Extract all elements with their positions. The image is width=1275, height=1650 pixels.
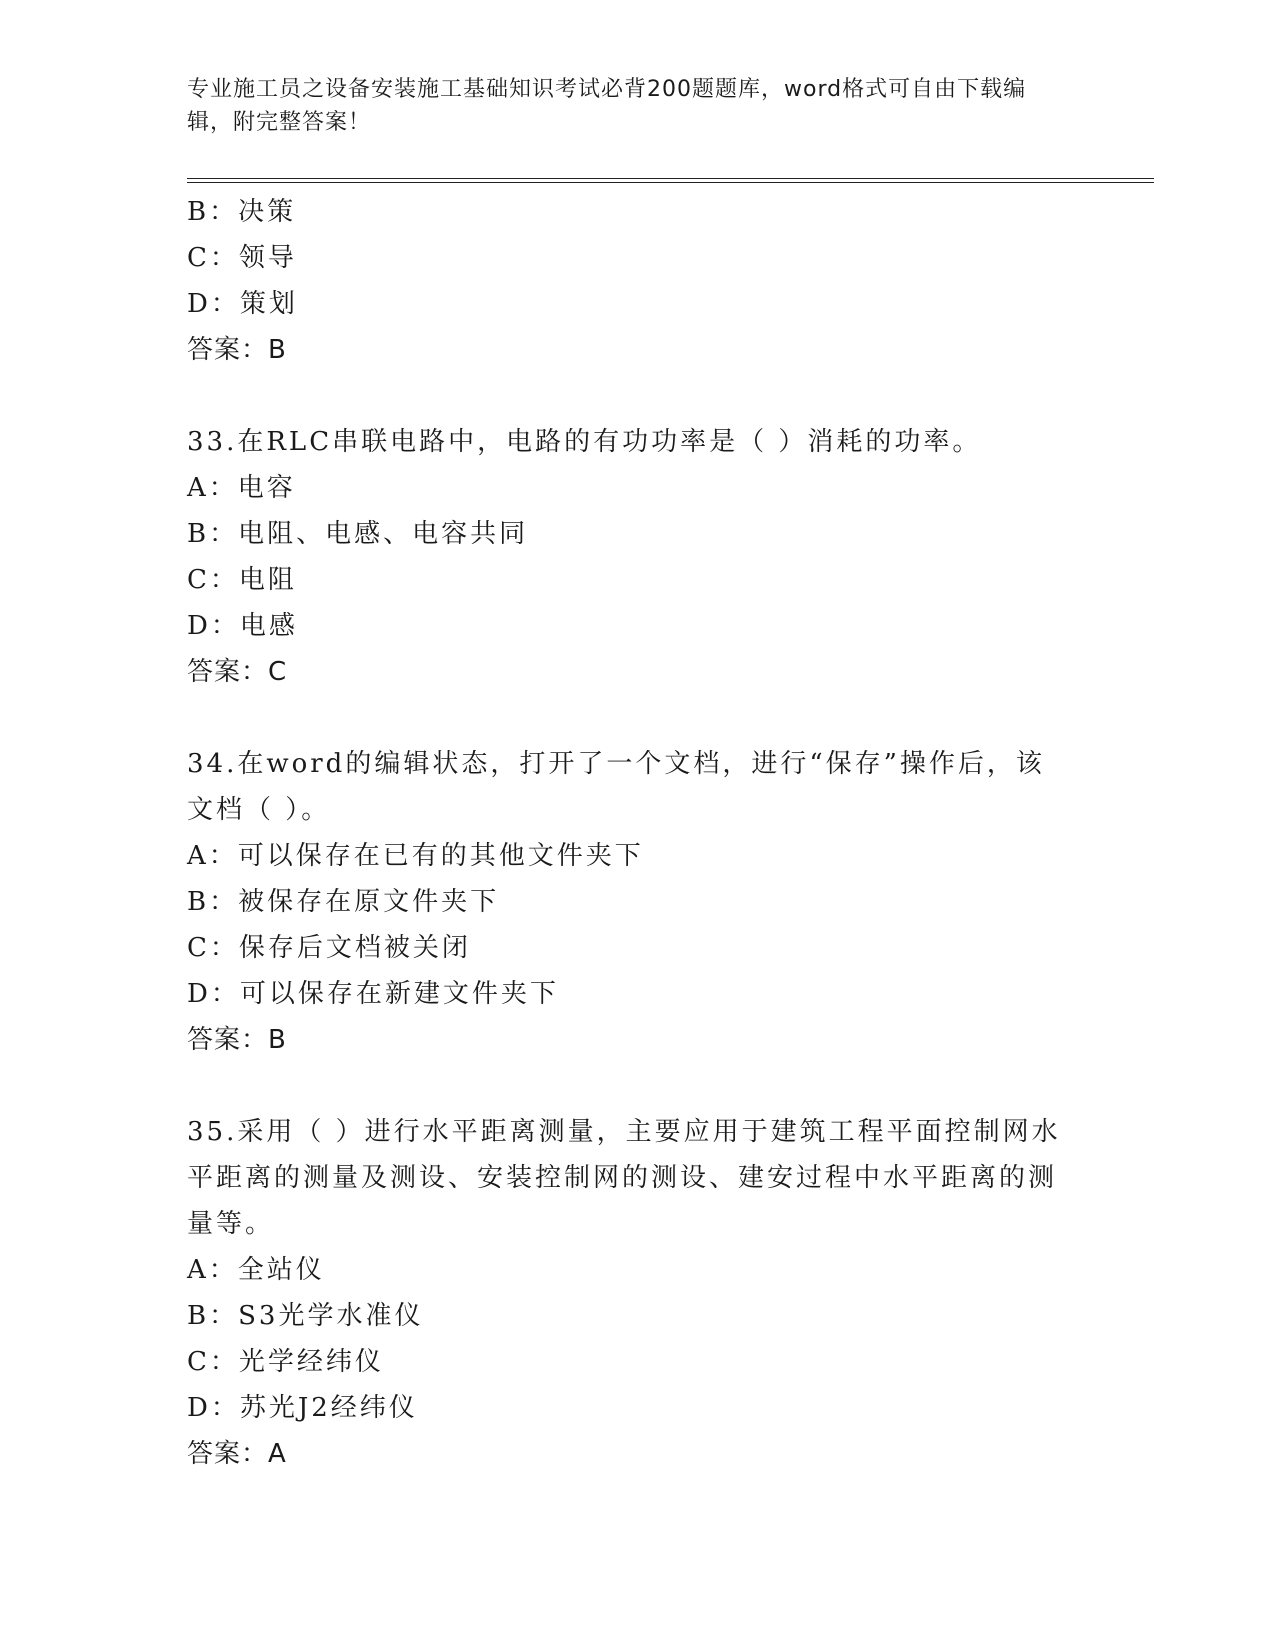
- option-b: B：被保存在原文件夹下: [187, 887, 500, 917]
- question-text: 34.在word的编辑状态，打开了一个文档，进行“保存”操作后，该文档（ ）。: [187, 749, 1045, 825]
- option-c: C：保存后文档被关闭: [187, 933, 471, 963]
- option-a: A：可以保存在已有的其他文件夹下: [187, 841, 644, 871]
- option-d: D：苏光J2经纬仪: [187, 1393, 418, 1423]
- option-d: D：策划: [187, 289, 298, 319]
- header-divider-bottom: [187, 182, 1154, 183]
- option-b: B：电阻、电感、电容共同: [187, 519, 529, 549]
- spacer: [187, 695, 1067, 741]
- question-34: [187, 741, 1067, 1063]
- option-b: B：决策: [187, 197, 297, 227]
- spacer: [187, 1063, 1067, 1109]
- answer-line: 答案：B: [187, 1025, 287, 1055]
- spacer: [187, 373, 1067, 419]
- question-35: [187, 1109, 1067, 1477]
- answer-line: 答案：C: [187, 657, 288, 687]
- question-list: [187, 189, 1067, 1477]
- header-divider-top: [187, 178, 1154, 179]
- answer-line: 答案：A: [187, 1439, 287, 1469]
- question-text: 35.采用（ ）进行水平距离测量，主要应用于建筑工程平面控制网水平距离的测量及测设、安装控制网的测设、建安过程中水平距离的测量等。: [187, 1117, 1061, 1239]
- document-header: 专业施工员之设备安装施工基础知识考试必背200题题库，word格式可自由下载编辑，附完整答案！: [187, 77, 1027, 135]
- question-33: [187, 419, 1067, 695]
- option-d: D：电感: [187, 611, 298, 641]
- continued-question: [187, 189, 1067, 373]
- answer-line: 答案：B: [187, 335, 287, 365]
- option-c: C：光学经纬仪: [187, 1347, 384, 1377]
- option-a: A：电容: [187, 473, 296, 503]
- option-b: B：S3光学水准仪: [187, 1301, 424, 1331]
- option-d: D：可以保存在新建文件夹下: [187, 979, 559, 1009]
- option-a: A：全站仪: [187, 1255, 325, 1285]
- question-text: 33.在RLC串联电路中，电路的有功功率是（ ）消耗的功率。: [187, 427, 982, 457]
- option-c: C：电阻: [187, 565, 297, 595]
- option-c: C：领导: [187, 243, 297, 273]
